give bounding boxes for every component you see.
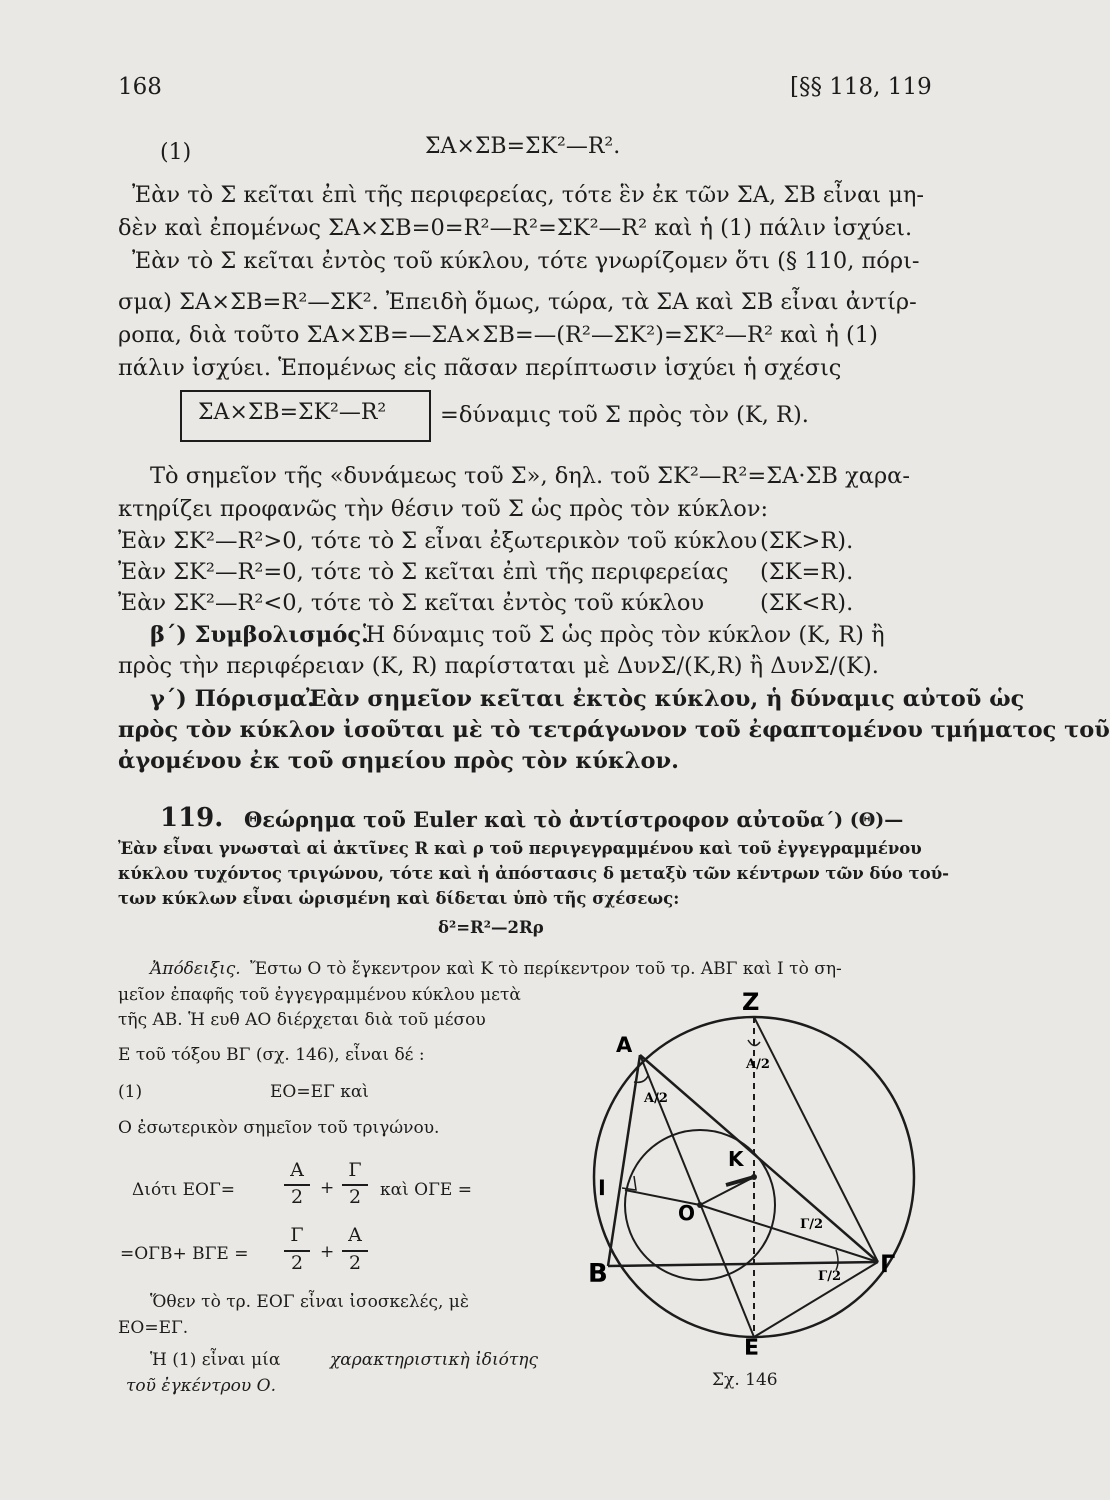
text-line: πρὸς τὴν περιφέρειαν (Κ, R) παρίσταται μὲ ΔυνΣ/(Κ,R) ἢ ΔυνΣ/(Κ).	[118, 653, 879, 679]
theorem-number: 119.	[160, 803, 224, 833]
text-line: Ἔστω Ο τὸ ἔγκεντρον καὶ Κ τὸ περίκεντρον τοῦ τρ. ΑΒΓ καὶ Ι τὸ ση-	[250, 959, 842, 979]
text-line: τῆς ΑΒ. Ἡ ευθ ΑΟ διέρχεται διὰ τοῦ μέσου	[118, 1010, 486, 1030]
text-line-italic: τοῦ ἐγκέντρου Ο.	[126, 1376, 276, 1396]
page-number: 168	[118, 74, 162, 100]
dioti-lhs: Διότι ΕΟΓ=	[132, 1180, 236, 1200]
fraction-numerator: Α	[348, 1224, 362, 1246]
text-line: Ἡ δύναμις τοῦ Σ ὡς πρὸς τὸν κύκλον (Κ, R) ἢ	[363, 622, 885, 648]
case-line: Ἐὰν ΣΚ²—R²=0, τότε τὸ Σ κεῖται ἐπὶ τῆς περιφερείας	[118, 559, 729, 585]
fraction-numerator: Γ	[348, 1159, 362, 1181]
text-line-italic: χαρακτηριστικὴ ἰδιότης	[330, 1350, 538, 1370]
case-condition: (ΣΚ=R).	[760, 559, 854, 585]
text-line: κύκλου τυχόντος τριγώνου, τότε καὶ ἡ ἀπόστασις δ μεταξὺ τῶν κέντρων τῶν δύο τού-	[118, 864, 950, 883]
text-line: Ε τοῦ τόξου ΒΓ (σχ. 146), εἶναι δέ :	[118, 1045, 425, 1065]
boxed-formula: ΣΑ×ΣΒ=ΣΚ²—R²	[198, 400, 387, 425]
text-line: μεῖον ἐπαφῆς τοῦ ἐγγεγραμμένου κύκλου μετὰ	[118, 985, 521, 1005]
proof-heading: Ἀπόδειξις.	[150, 959, 241, 979]
fraction-denominator: 2	[290, 1186, 304, 1208]
text-line: δὲν καὶ ἐπομένως ΣΑ×ΣΒ=0=R²—R²=ΣΚ²—R² καὶ ἡ (1) πάλιν ἰσχύει.	[118, 215, 913, 241]
label-Z: Ζ	[742, 988, 760, 1016]
theorem-title: Θεώρημα τοῦ Euler καὶ τὸ ἀντίστροφον αὐτοῦ.	[244, 807, 818, 832]
plus-sign: +	[320, 1242, 335, 1262]
angle-arc-G	[836, 1250, 838, 1270]
text-line: Ἐὰν σημεῖον κεῖται ἐκτὸς κύκλου, ἡ δύναμις αὐτοῦ ὡς	[306, 686, 1025, 712]
angle-label-A-half: Α/2	[644, 1091, 668, 1106]
text-line: κτηρίζει προφανῶς τὴν θέσιν τοῦ Σ ὡς πρὸς τὸν κύκλον:	[118, 496, 769, 522]
fraction-denominator: 2	[348, 1252, 362, 1274]
boxed-formula-meaning: =δύναμις τοῦ Σ πρὸς τὸν (Κ, R).	[440, 402, 809, 428]
text-line: ἀγομένου ἐκ τοῦ σημείου πρὸς τὸν κύκλον.	[118, 748, 679, 774]
fraction-numerator: Α	[290, 1159, 304, 1181]
case-condition: (ΣΚ>R).	[760, 528, 854, 554]
text-fragment: καὶ ΟΓΕ =	[380, 1180, 472, 1200]
angle-label-G-half: Γ/2	[800, 1217, 824, 1232]
case-condition: (ΣΚ<R).	[760, 590, 854, 616]
fraction-numerator: Γ	[290, 1224, 304, 1246]
euler-formula: δ²=R²—2Rρ	[438, 918, 544, 937]
text-line: των κύκλων εἶναι ὡρισμένη καὶ δίδεται ὑπὸ τῆς σχέσεως:	[118, 889, 680, 908]
gamma-heading: γ΄) Πόρισμα.	[150, 686, 315, 712]
text-line: Ὅθεν τὸ τρ. ΕΟΓ εἶναι ἰσοσκελές, μὲ	[150, 1292, 469, 1312]
label-I: Ι	[598, 1176, 606, 1200]
label-A: Α	[616, 1033, 633, 1057]
theorem-tag: α΄) (Θ)—	[810, 809, 904, 831]
beta-heading: β΄) Συμβολισμός.	[150, 622, 369, 648]
case-line: Ἐὰν ΣΚ²—R²<0, τότε τὸ Σ κεῖται ἐντὸς τοῦ κύκλου	[118, 590, 705, 616]
equation-1: ΣΑ×ΣΒ=ΣΚ²—R².	[425, 134, 621, 159]
text-line: ΕΟ=ΕΓ.	[118, 1318, 189, 1338]
point-O	[697, 1202, 703, 1208]
case-line: Ἐὰν ΣΚ²—R²>0, τότε τὸ Σ εἶναι ἐξωτερικὸν τοῦ κύκλου	[118, 528, 758, 554]
plus-sign: +	[320, 1178, 335, 1198]
label-G: Γ	[880, 1250, 896, 1278]
text-line: πρὸς τὸν κύκλον ἰσοῦται μὲ τὸ τετράγωνον τοῦ ἐφαπτομένου τμήματος τοῦ	[118, 717, 1110, 743]
text-line: πάλιν ἰσχύει. Ἑπομένως εἰς πᾶσαν περίπτωσιν ἰσχύει ἡ σχέσις	[118, 355, 842, 381]
figure-caption: Σχ. 146	[712, 1370, 778, 1390]
text-line: ροπα, διὰ τοῦτο ΣΑ×ΣΒ=—ΣΑ×ΣΒ=—(R²—ΣΚ²)=ΣΚ²—R² καὶ ἡ (1)	[118, 322, 878, 348]
label-K: Κ	[728, 1147, 744, 1171]
label-O: Ο	[678, 1201, 696, 1225]
side-AB	[608, 1055, 640, 1266]
figure-146	[578, 980, 948, 1361]
angle-label-A-half: Α/2	[746, 1057, 770, 1072]
angle-label-G-half: Γ/2	[818, 1269, 842, 1284]
point-K	[751, 1174, 757, 1180]
text-line: σμα) ΣΑ×ΣΒ=R²—ΣΚ². Ἐπειδὴ ὅμως, τώρα, τὰ ΣΑ καὶ ΣΒ εἶναι ἀντίρ-	[118, 289, 917, 315]
equation-lhs: =ΟΓΒ+ ΒΓΕ =	[120, 1244, 249, 1264]
fraction-denominator: 2	[290, 1252, 304, 1274]
text-line: Ο ἐσωτερικὸν σημεῖον τοῦ τριγώνου.	[118, 1118, 440, 1138]
fraction-denominator: 2	[348, 1186, 362, 1208]
section-reference: [§§ 118, 119	[790, 74, 932, 100]
text-line: Ἐὰν τὸ Σ κεῖται ἐντὸς τοῦ κύκλου, τότε γνωρίζομεν ὅτι (§ 110, πόρι-	[132, 248, 920, 274]
text-line: Ἐὰν εἶναι γνωσταὶ αἱ ἀκτῖνες R καὶ ρ τοῦ περιγεγραμμένου καὶ τοῦ ἐγγεγραμμένου	[118, 839, 922, 858]
equation-1-label: (1)	[160, 140, 192, 165]
text-line: Τὸ σημεῖον τῆς «δυνάμεως τοῦ Σ», δηλ. τοῦ ΣΚ²—R²=ΣΑ·ΣΒ χαρα-	[150, 463, 910, 489]
label-B: Β	[588, 1259, 608, 1289]
segment-OG	[700, 1205, 878, 1262]
label-E: Ε	[744, 1336, 760, 1361]
text-line: Ἡ (1) εἶναι μία	[150, 1350, 281, 1370]
text-line: Ἐὰν τὸ Σ κεῖται ἐπὶ τῆς περιφερείας, τότε ἓν ἐκ τῶν ΣΑ, ΣΒ εἶναι μη-	[132, 182, 924, 208]
equation: ΕΟ=ΕΓ καὶ	[270, 1082, 369, 1102]
equation-label: (1)	[118, 1082, 143, 1102]
